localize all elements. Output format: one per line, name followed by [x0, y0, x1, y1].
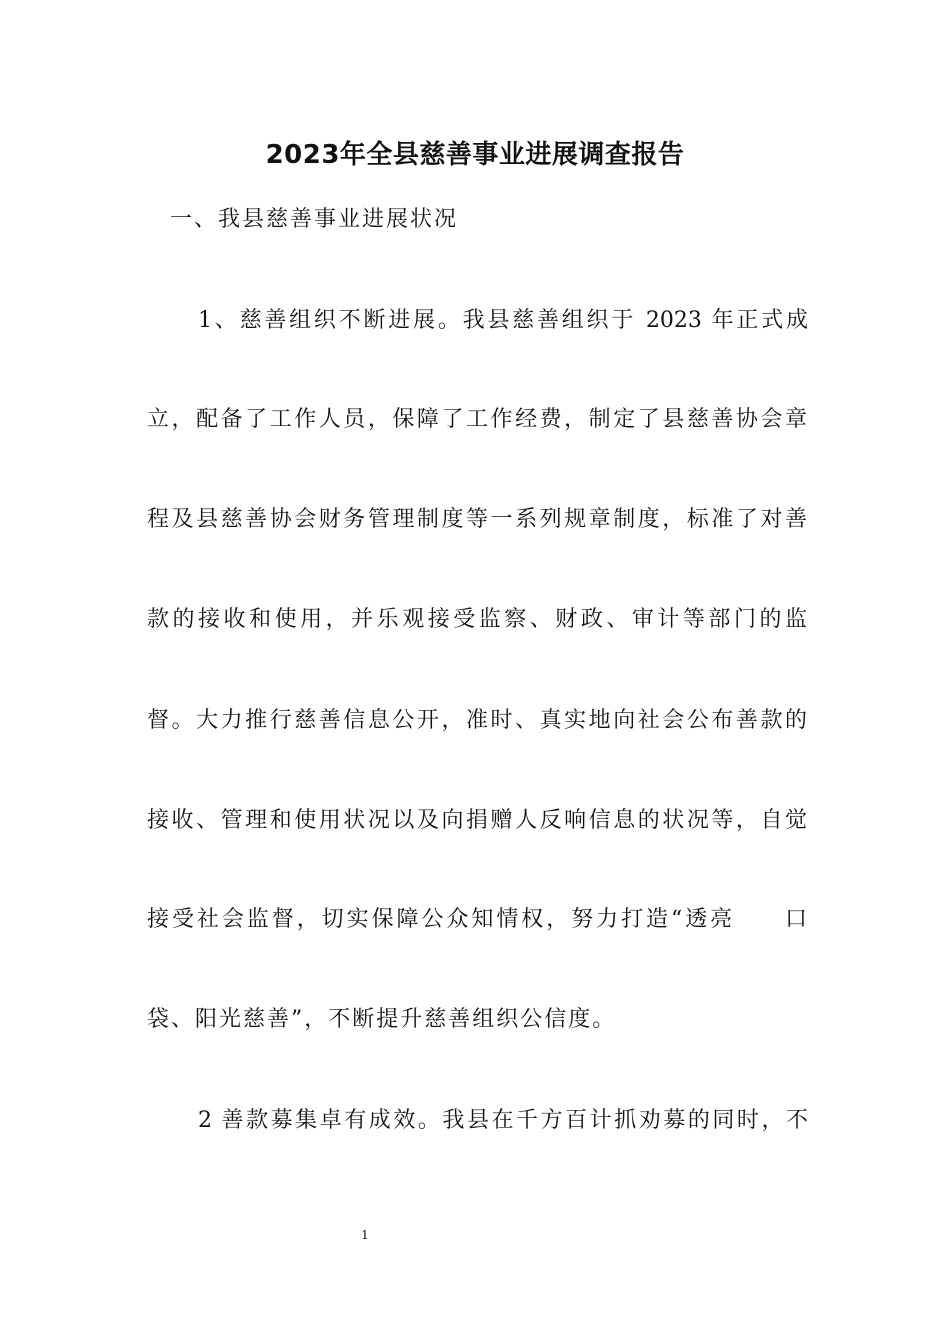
paragraph-line: 督。大力推行慈善信息公开，准时、真实地向社会公布善款的 — [147, 708, 807, 733]
paragraph-line: 接收、管理和使用状况以及向捐赠人反响信息的状况等，自觉 — [147, 808, 807, 833]
section-heading: 一、我县慈善事业进展状况 — [170, 207, 459, 232]
paragraph-line: 袋、阳光慈善”，不断提升慈善组织公信度。 — [147, 1007, 617, 1032]
paragraph-line: 2 善款募集卓有成效。我县在千方百计抓劝募的同时，不 — [198, 1108, 808, 1133]
page-number: 1 — [361, 1228, 369, 1242]
paragraph-line: 接受社会监督，切实保障公众知情权，努力打造“透亮 口 — [147, 907, 807, 932]
paragraph-line: 立，配备了工作人员，保障了工作经费，制定了县慈善协会章 — [147, 407, 807, 432]
paragraph-line: 程及县慈善协会财务管理制度等一系列规章制度，标准了对善 — [147, 507, 807, 532]
paragraph-line: 款的接收和使用，并乐观接受监察、财政、审计等部门的监 — [147, 607, 807, 632]
paragraph-line: 1、慈善组织不断进展。我县慈善组织于 2023 年正式成 — [198, 308, 808, 333]
document-title: 2023年全县慈善事业进展调查报告 — [265, 140, 685, 170]
